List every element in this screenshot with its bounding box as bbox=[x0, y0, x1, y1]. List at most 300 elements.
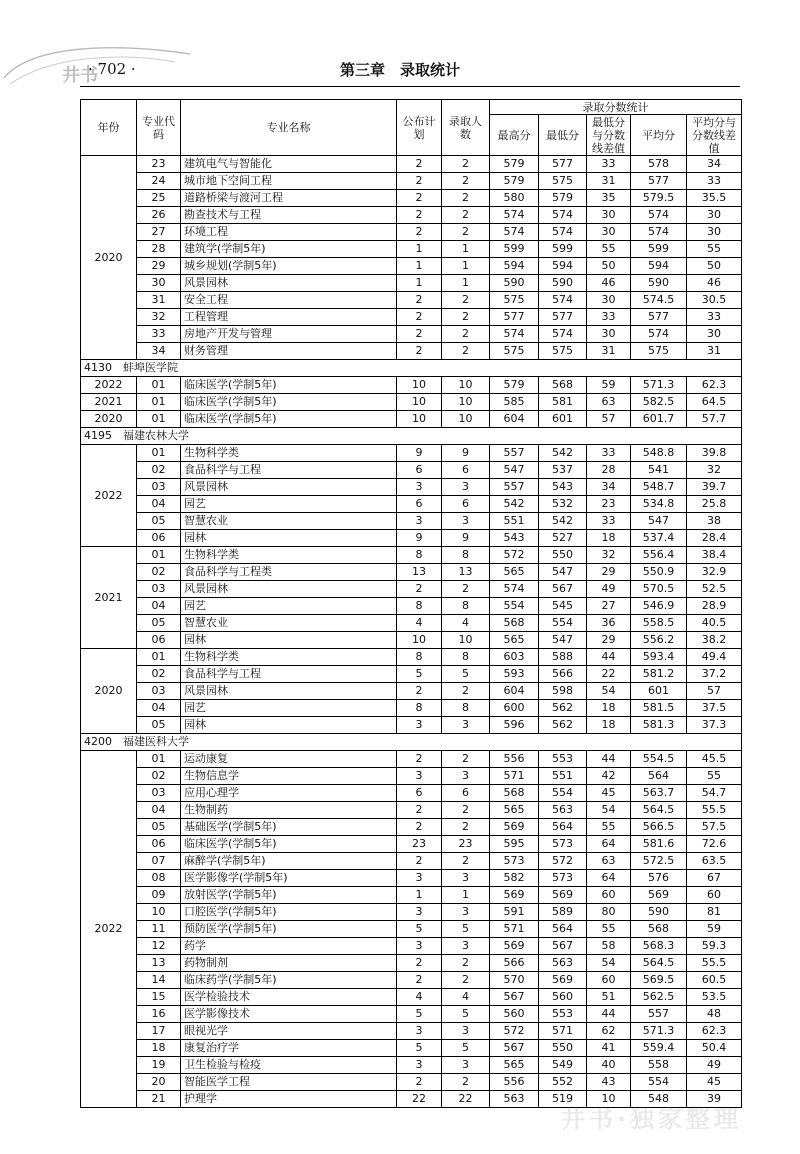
admitted-count: 3 bbox=[442, 870, 490, 887]
admitted-count: 5 bbox=[442, 1040, 490, 1057]
avg-score: 601 bbox=[631, 683, 687, 700]
min-score: 567 bbox=[539, 581, 587, 598]
avg-score-diff: 30 bbox=[687, 326, 742, 343]
plan-count: 6 bbox=[397, 462, 442, 479]
plan-count: 5 bbox=[397, 666, 442, 683]
admitted-count: 2 bbox=[442, 224, 490, 241]
table-row bbox=[81, 768, 742, 785]
avg-score-diff: 37.5 bbox=[687, 700, 742, 717]
min-score: 542 bbox=[539, 445, 587, 462]
major-code: 32 bbox=[137, 309, 181, 326]
min-score-diff: 60 bbox=[587, 972, 631, 989]
major-name: 康复治疗学 bbox=[181, 1040, 397, 1057]
major-name: 临床医学(学制5年) bbox=[181, 836, 397, 853]
min-score-diff: 33 bbox=[587, 445, 631, 462]
avg-score-diff: 57.5 bbox=[687, 819, 742, 836]
avg-score: 575 bbox=[631, 343, 687, 360]
min-score: 554 bbox=[539, 785, 587, 802]
table-row bbox=[81, 870, 742, 887]
avg-score: 558 bbox=[631, 1057, 687, 1074]
max-score: 604 bbox=[490, 683, 539, 700]
avg-score: 548 bbox=[631, 1091, 687, 1108]
admitted-count: 2 bbox=[442, 1074, 490, 1091]
major-code: 24 bbox=[137, 173, 181, 190]
plan-count: 6 bbox=[397, 785, 442, 802]
min-score-diff: 45 bbox=[587, 785, 631, 802]
avg-score: 574.5 bbox=[631, 292, 687, 309]
avg-score-diff: 54.7 bbox=[687, 785, 742, 802]
avg-score-diff: 55 bbox=[687, 768, 742, 785]
min-score-diff: 41 bbox=[587, 1040, 631, 1057]
avg-score-diff: 72.6 bbox=[687, 836, 742, 853]
min-score: 572 bbox=[539, 853, 587, 870]
major-code: 04 bbox=[137, 598, 181, 615]
min-score: 547 bbox=[539, 564, 587, 581]
plan-count: 1 bbox=[397, 887, 442, 904]
avg-score: 571.3 bbox=[631, 1023, 687, 1040]
admitted-count: 10 bbox=[442, 377, 490, 394]
major-name: 财务管理 bbox=[181, 343, 397, 360]
major-name: 临床医学(学制5年) bbox=[181, 394, 397, 411]
min-score: 542 bbox=[539, 513, 587, 530]
max-score: 571 bbox=[490, 768, 539, 785]
min-score: 594 bbox=[539, 258, 587, 275]
major-name: 卫生检验与检疫 bbox=[181, 1057, 397, 1074]
min-score-diff: 30 bbox=[587, 292, 631, 309]
min-score-diff: 55 bbox=[587, 819, 631, 836]
major-name: 工程管理 bbox=[181, 309, 397, 326]
major-name: 应用心理学 bbox=[181, 785, 397, 802]
table-row bbox=[81, 683, 742, 700]
avg-score: 581.2 bbox=[631, 666, 687, 683]
admitted-count: 6 bbox=[442, 785, 490, 802]
admitted-count: 22 bbox=[442, 1091, 490, 1108]
avg-score-diff: 28.9 bbox=[687, 598, 742, 615]
plan-count: 1 bbox=[397, 275, 442, 292]
school-row bbox=[81, 428, 742, 445]
major-name: 药物制剂 bbox=[181, 955, 397, 972]
avg-score-diff: 52.5 bbox=[687, 581, 742, 598]
major-name: 医学检验技术 bbox=[181, 989, 397, 1006]
avg-score: 579.5 bbox=[631, 190, 687, 207]
avg-score: 572.5 bbox=[631, 853, 687, 870]
avg-score: 590 bbox=[631, 275, 687, 292]
avg-score-diff: 38 bbox=[687, 513, 742, 530]
avg-score-diff: 37.2 bbox=[687, 666, 742, 683]
avg-score-diff: 59 bbox=[687, 921, 742, 938]
admitted-count: 2 bbox=[442, 955, 490, 972]
admission-table bbox=[80, 99, 742, 1108]
plan-count: 8 bbox=[397, 547, 442, 564]
plan-count: 2 bbox=[397, 309, 442, 326]
max-score: 568 bbox=[490, 615, 539, 632]
max-score: 599 bbox=[490, 241, 539, 258]
min-score-diff: 46 bbox=[587, 275, 631, 292]
avg-score-diff: 33 bbox=[687, 173, 742, 190]
max-score: 590 bbox=[490, 275, 539, 292]
max-score: 571 bbox=[490, 921, 539, 938]
max-score: 542 bbox=[490, 496, 539, 513]
min-score: 560 bbox=[539, 989, 587, 1006]
plan-count: 4 bbox=[397, 989, 442, 1006]
plan-count: 3 bbox=[397, 1057, 442, 1074]
major-code: 06 bbox=[137, 836, 181, 853]
table-row bbox=[81, 258, 742, 275]
table-row bbox=[81, 1006, 742, 1023]
min-score: 574 bbox=[539, 326, 587, 343]
admitted-count: 2 bbox=[442, 343, 490, 360]
min-score-diff: 30 bbox=[587, 326, 631, 343]
table-row bbox=[81, 921, 742, 938]
avg-score-diff: 45.5 bbox=[687, 751, 742, 768]
min-score-diff: 28 bbox=[587, 462, 631, 479]
min-score: 566 bbox=[539, 666, 587, 683]
table-row bbox=[81, 1040, 742, 1057]
avg-score-diff: 57 bbox=[687, 683, 742, 700]
min-score: 581 bbox=[539, 394, 587, 411]
min-score: 550 bbox=[539, 1040, 587, 1057]
table-row bbox=[81, 1023, 742, 1040]
min-score: 569 bbox=[539, 887, 587, 904]
avg-score: 581.3 bbox=[631, 717, 687, 734]
min-score: 563 bbox=[539, 955, 587, 972]
major-name: 环境工程 bbox=[181, 224, 397, 241]
max-score: 569 bbox=[490, 938, 539, 955]
min-score: 589 bbox=[539, 904, 587, 921]
avg-score-diff: 30 bbox=[687, 224, 742, 241]
major-code: 31 bbox=[137, 292, 181, 309]
plan-count: 23 bbox=[397, 836, 442, 853]
year-cell: 2021 bbox=[81, 547, 137, 649]
chapter-title: 第三章 录取统计 bbox=[339, 61, 460, 79]
admitted-count: 8 bbox=[442, 649, 490, 666]
admitted-count: 3 bbox=[442, 479, 490, 496]
min-score-diff: 64 bbox=[587, 870, 631, 887]
major-code: 12 bbox=[137, 938, 181, 955]
avg-score-diff: 39 bbox=[687, 1091, 742, 1108]
min-score: 574 bbox=[539, 292, 587, 309]
major-code: 25 bbox=[137, 190, 181, 207]
max-score: 565 bbox=[490, 564, 539, 581]
avg-score: 559.4 bbox=[631, 1040, 687, 1057]
major-code: 17 bbox=[137, 1023, 181, 1040]
table-row bbox=[81, 615, 742, 632]
major-code: 23 bbox=[137, 156, 181, 173]
major-name: 勘查技术与工程 bbox=[181, 207, 397, 224]
min-score-diff: 33 bbox=[587, 156, 631, 173]
admitted-count: 6 bbox=[442, 496, 490, 513]
admitted-count: 2 bbox=[442, 207, 490, 224]
major-code: 02 bbox=[137, 768, 181, 785]
min-score-diff: 55 bbox=[587, 241, 631, 258]
table-row bbox=[81, 309, 742, 326]
max-score: 572 bbox=[490, 547, 539, 564]
major-code: 03 bbox=[137, 581, 181, 598]
year-cell: 2022 bbox=[81, 377, 137, 394]
col-min-diff: 最低分与分数线差值 bbox=[587, 115, 631, 156]
table-row bbox=[81, 377, 742, 394]
min-score-diff: 10 bbox=[587, 1091, 631, 1108]
min-score-diff: 40 bbox=[587, 1057, 631, 1074]
plan-count: 10 bbox=[397, 411, 442, 428]
avg-score-diff: 37.3 bbox=[687, 717, 742, 734]
max-score: 567 bbox=[490, 989, 539, 1006]
admitted-count: 5 bbox=[442, 921, 490, 938]
year-cell: 2020 bbox=[81, 649, 137, 734]
avg-score: 563.7 bbox=[631, 785, 687, 802]
avg-score: 599 bbox=[631, 241, 687, 258]
max-score: 566 bbox=[490, 955, 539, 972]
major-name: 城市地下空间工程 bbox=[181, 173, 397, 190]
avg-score-diff: 30.5 bbox=[687, 292, 742, 309]
avg-score: 582.5 bbox=[631, 394, 687, 411]
table-row bbox=[81, 853, 742, 870]
plan-count: 22 bbox=[397, 1091, 442, 1108]
plan-count: 3 bbox=[397, 717, 442, 734]
admitted-count: 3 bbox=[442, 768, 490, 785]
col-avg: 平均分 bbox=[631, 115, 687, 156]
min-score-diff: 60 bbox=[587, 887, 631, 904]
min-score-diff: 23 bbox=[587, 496, 631, 513]
admitted-count: 10 bbox=[442, 411, 490, 428]
avg-score: 574 bbox=[631, 224, 687, 241]
min-score-diff: 29 bbox=[587, 564, 631, 581]
max-score: 603 bbox=[490, 649, 539, 666]
avg-score-diff: 62.3 bbox=[687, 377, 742, 394]
avg-score: 541 bbox=[631, 462, 687, 479]
max-score: 574 bbox=[490, 581, 539, 598]
major-code: 34 bbox=[137, 343, 181, 360]
min-score-diff: 27 bbox=[587, 598, 631, 615]
avg-score: 564.5 bbox=[631, 955, 687, 972]
plan-count: 2 bbox=[397, 802, 442, 819]
admitted-count: 2 bbox=[442, 309, 490, 326]
min-score: 562 bbox=[539, 717, 587, 734]
major-code: 05 bbox=[137, 717, 181, 734]
max-score: 585 bbox=[490, 394, 539, 411]
avg-score-diff: 60.5 bbox=[687, 972, 742, 989]
table-row bbox=[81, 785, 742, 802]
max-score: 556 bbox=[490, 751, 539, 768]
major-code: 13 bbox=[137, 955, 181, 972]
table-row bbox=[81, 1074, 742, 1091]
min-score-diff: 62 bbox=[587, 1023, 631, 1040]
admitted-count: 9 bbox=[442, 530, 490, 547]
avg-score: 590 bbox=[631, 904, 687, 921]
table-row bbox=[81, 989, 742, 1006]
avg-score-diff: 55.5 bbox=[687, 955, 742, 972]
major-code: 03 bbox=[137, 683, 181, 700]
avg-score-diff: 60 bbox=[687, 887, 742, 904]
school-name: 4130 蚌埠医学院 bbox=[81, 360, 742, 377]
min-score: 590 bbox=[539, 275, 587, 292]
max-score: 565 bbox=[490, 802, 539, 819]
admitted-count: 3 bbox=[442, 1023, 490, 1040]
avg-score-diff: 50.4 bbox=[687, 1040, 742, 1057]
plan-count: 3 bbox=[397, 479, 442, 496]
max-score: 568 bbox=[490, 785, 539, 802]
school-row bbox=[81, 734, 742, 751]
min-score-diff: 42 bbox=[587, 768, 631, 785]
min-score: 550 bbox=[539, 547, 587, 564]
min-score-diff: 55 bbox=[587, 921, 631, 938]
min-score: 575 bbox=[539, 343, 587, 360]
major-name: 建筑学(学制5年) bbox=[181, 241, 397, 258]
avg-score-diff: 28.4 bbox=[687, 530, 742, 547]
avg-score-diff: 59.3 bbox=[687, 938, 742, 955]
table-row bbox=[81, 241, 742, 258]
plan-count: 2 bbox=[397, 972, 442, 989]
watermark: 井书·独家整理 bbox=[560, 1105, 742, 1133]
avg-score: 574 bbox=[631, 207, 687, 224]
min-score: 577 bbox=[539, 309, 587, 326]
max-score: 563 bbox=[490, 1091, 539, 1108]
avg-score: 548.7 bbox=[631, 479, 687, 496]
max-score: 604 bbox=[490, 411, 539, 428]
avg-score: 571.3 bbox=[631, 377, 687, 394]
plan-count: 9 bbox=[397, 445, 442, 462]
min-score-diff: 31 bbox=[587, 343, 631, 360]
admitted-count: 8 bbox=[442, 547, 490, 564]
table-row bbox=[81, 292, 742, 309]
avg-score-diff: 64.5 bbox=[687, 394, 742, 411]
table-row bbox=[81, 326, 742, 343]
min-score-diff: 30 bbox=[587, 224, 631, 241]
min-score: 598 bbox=[539, 683, 587, 700]
plan-count: 2 bbox=[397, 581, 442, 598]
admitted-count: 4 bbox=[442, 989, 490, 1006]
min-score-diff: 54 bbox=[587, 955, 631, 972]
min-score-diff: 30 bbox=[587, 207, 631, 224]
plan-count: 3 bbox=[397, 938, 442, 955]
admitted-count: 4 bbox=[442, 615, 490, 632]
min-score-diff: 33 bbox=[587, 309, 631, 326]
school-row bbox=[81, 360, 742, 377]
major-code: 01 bbox=[137, 751, 181, 768]
major-name: 园林 bbox=[181, 717, 397, 734]
min-score: 564 bbox=[539, 819, 587, 836]
table-row bbox=[81, 1057, 742, 1074]
min-score-diff: 63 bbox=[587, 394, 631, 411]
avg-score: 548.8 bbox=[631, 445, 687, 462]
major-code: 01 bbox=[137, 394, 181, 411]
table-row bbox=[81, 955, 742, 972]
plan-count: 10 bbox=[397, 377, 442, 394]
min-score: 599 bbox=[539, 241, 587, 258]
major-name: 运动康复 bbox=[181, 751, 397, 768]
avg-score-diff: 67 bbox=[687, 870, 742, 887]
min-score-diff: 54 bbox=[587, 802, 631, 819]
major-code: 10 bbox=[137, 904, 181, 921]
avg-score: 576 bbox=[631, 870, 687, 887]
min-score: 527 bbox=[539, 530, 587, 547]
min-score-diff: 44 bbox=[587, 751, 631, 768]
plan-count: 4 bbox=[397, 615, 442, 632]
max-score: 593 bbox=[490, 666, 539, 683]
table-row bbox=[81, 530, 742, 547]
min-score-diff: 44 bbox=[587, 1006, 631, 1023]
major-name: 园艺 bbox=[181, 598, 397, 615]
max-score: 560 bbox=[490, 1006, 539, 1023]
avg-score-diff: 39.7 bbox=[687, 479, 742, 496]
table-row bbox=[81, 836, 742, 853]
admitted-count: 6 bbox=[442, 462, 490, 479]
min-score-diff: 18 bbox=[587, 700, 631, 717]
min-score-diff: 44 bbox=[587, 649, 631, 666]
avg-score-diff: 45 bbox=[687, 1074, 742, 1091]
col-admitted: 录取人数 bbox=[442, 100, 490, 156]
max-score: 575 bbox=[490, 343, 539, 360]
avg-score: 557 bbox=[631, 1006, 687, 1023]
admitted-count: 1 bbox=[442, 275, 490, 292]
plan-count: 2 bbox=[397, 207, 442, 224]
major-code: 03 bbox=[137, 479, 181, 496]
plan-count: 3 bbox=[397, 904, 442, 921]
avg-score: 564.5 bbox=[631, 802, 687, 819]
min-score: 575 bbox=[539, 173, 587, 190]
plan-count: 2 bbox=[397, 173, 442, 190]
max-score: 579 bbox=[490, 377, 539, 394]
table-row bbox=[81, 666, 742, 683]
plan-count: 2 bbox=[397, 190, 442, 207]
plan-count: 3 bbox=[397, 870, 442, 887]
avg-score: 534.8 bbox=[631, 496, 687, 513]
avg-score: 547 bbox=[631, 513, 687, 530]
major-name: 口腔医学(学制5年) bbox=[181, 904, 397, 921]
major-code: 16 bbox=[137, 1006, 181, 1023]
major-code: 03 bbox=[137, 785, 181, 802]
table-row bbox=[81, 513, 742, 530]
min-score: 577 bbox=[539, 156, 587, 173]
major-name: 食品科学与工程 bbox=[181, 666, 397, 683]
avg-score-diff: 39.8 bbox=[687, 445, 742, 462]
admitted-count: 3 bbox=[442, 938, 490, 955]
admitted-count: 10 bbox=[442, 394, 490, 411]
avg-score: 554.5 bbox=[631, 751, 687, 768]
max-score: 569 bbox=[490, 819, 539, 836]
max-score: 565 bbox=[490, 632, 539, 649]
avg-score-diff: 30 bbox=[687, 207, 742, 224]
plan-count: 13 bbox=[397, 564, 442, 581]
plan-count: 5 bbox=[397, 1040, 442, 1057]
avg-score: 562.5 bbox=[631, 989, 687, 1006]
min-score-diff: 29 bbox=[587, 632, 631, 649]
max-score: 574 bbox=[490, 224, 539, 241]
admitted-count: 23 bbox=[442, 836, 490, 853]
avg-score: 594 bbox=[631, 258, 687, 275]
plan-count: 2 bbox=[397, 224, 442, 241]
min-score: 564 bbox=[539, 921, 587, 938]
plan-count: 1 bbox=[397, 241, 442, 258]
avg-score-diff: 40.5 bbox=[687, 615, 742, 632]
major-code: 01 bbox=[137, 445, 181, 462]
table-header bbox=[81, 100, 742, 156]
school-name: 4200 福建医科大学 bbox=[81, 734, 742, 751]
avg-score-diff: 53.5 bbox=[687, 989, 742, 1006]
max-score: 573 bbox=[490, 853, 539, 870]
min-score: 519 bbox=[539, 1091, 587, 1108]
avg-score-diff: 55.5 bbox=[687, 802, 742, 819]
min-score-diff: 34 bbox=[587, 479, 631, 496]
plan-count: 3 bbox=[397, 768, 442, 785]
table-row bbox=[81, 224, 742, 241]
major-name: 临床药学(学制5年) bbox=[181, 972, 397, 989]
major-name: 药学 bbox=[181, 938, 397, 955]
min-score: 601 bbox=[539, 411, 587, 428]
major-name: 眼视光学 bbox=[181, 1023, 397, 1040]
major-name: 智能医学工程 bbox=[181, 1074, 397, 1091]
table-row bbox=[81, 190, 742, 207]
